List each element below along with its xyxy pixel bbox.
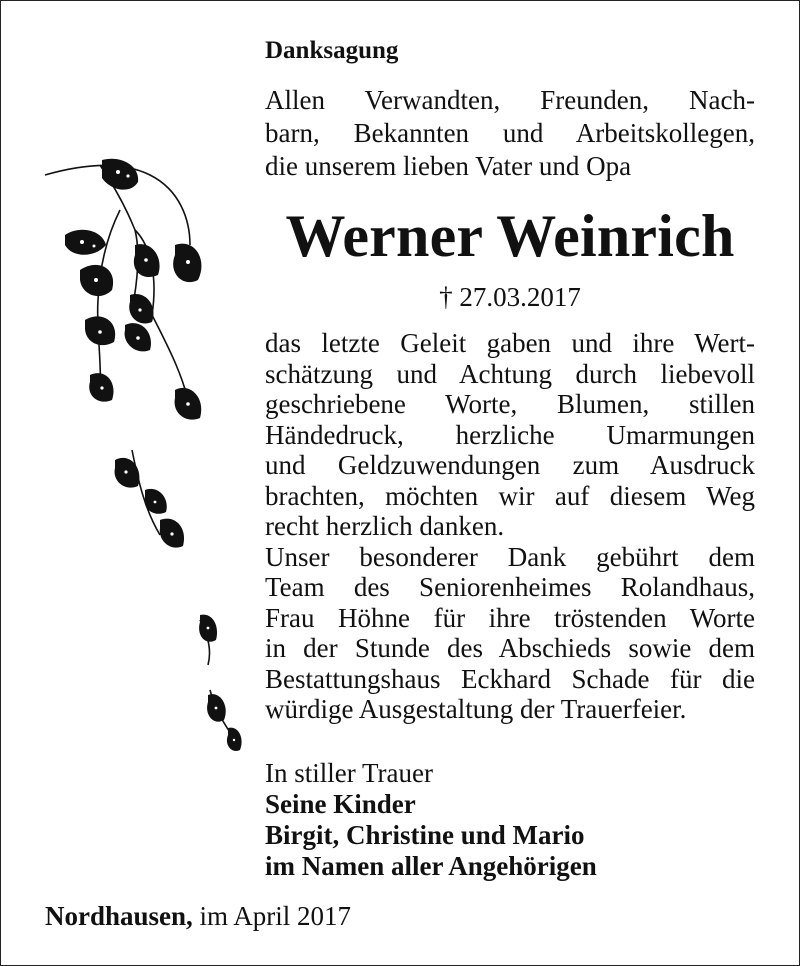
- closing-block: [265, 758, 755, 882]
- body-text: [265, 328, 755, 725]
- body-line: in der Stunde des Abschieds sowie dem: [265, 633, 755, 663]
- notice-heading: Danksagung: [265, 37, 399, 64]
- intro-line: die unserem lieben Vater und Opa: [265, 151, 632, 181]
- place: Nordhausen,: [45, 901, 193, 931]
- intro-text: [265, 84, 755, 183]
- intro-line: barn, Bekannten und Arbeitskollegen,: [265, 118, 755, 148]
- mourning-label: In stiller Trauer: [265, 758, 433, 788]
- body-line: Unser besonderer Dank gebührt dem: [265, 541, 755, 572]
- intro-line: Allen Verwandten, Freunden, Nach-: [265, 85, 755, 115]
- body-line: würdige Ausgestaltung der Trauerfeier.: [265, 694, 687, 724]
- body-line: Frau Höhne für ihre tröstenden Worte: [265, 602, 755, 633]
- body-line: Team des Seniorenheimes Rolandhaus,: [265, 572, 755, 602]
- body-line: Bestattungshaus Eckhard Schade für die: [265, 663, 755, 694]
- body-line: brachten, möchten wir auf diesem Weg: [265, 480, 755, 511]
- body-line: Händedruck, herzliche Umarmungen: [265, 419, 755, 450]
- body-line: geschriebene Worte, Blumen, stillen: [265, 389, 755, 419]
- body-line: das letzte Geleit gaben und ihre Wert-: [265, 328, 755, 358]
- body-line: recht herzlich danken.: [265, 511, 505, 541]
- signatory-line: im Namen aller Angehörigen: [265, 851, 597, 881]
- place-date-line: [45, 900, 351, 932]
- date: im April 2017: [199, 901, 352, 931]
- deceased-name: Werner Weinrich: [285, 203, 735, 269]
- signatory-line: Seine Kinder: [265, 789, 416, 819]
- falling-leaves-icon: [40, 150, 260, 770]
- death-date: † 27.03.2017: [439, 282, 581, 312]
- signatory-line: Birgit, Christine und Mario: [265, 820, 585, 850]
- body-line: und Geldzuwendungen zum Ausdruck: [265, 450, 755, 480]
- body-line: schätzung und Achtung durch liebevoll: [265, 358, 755, 389]
